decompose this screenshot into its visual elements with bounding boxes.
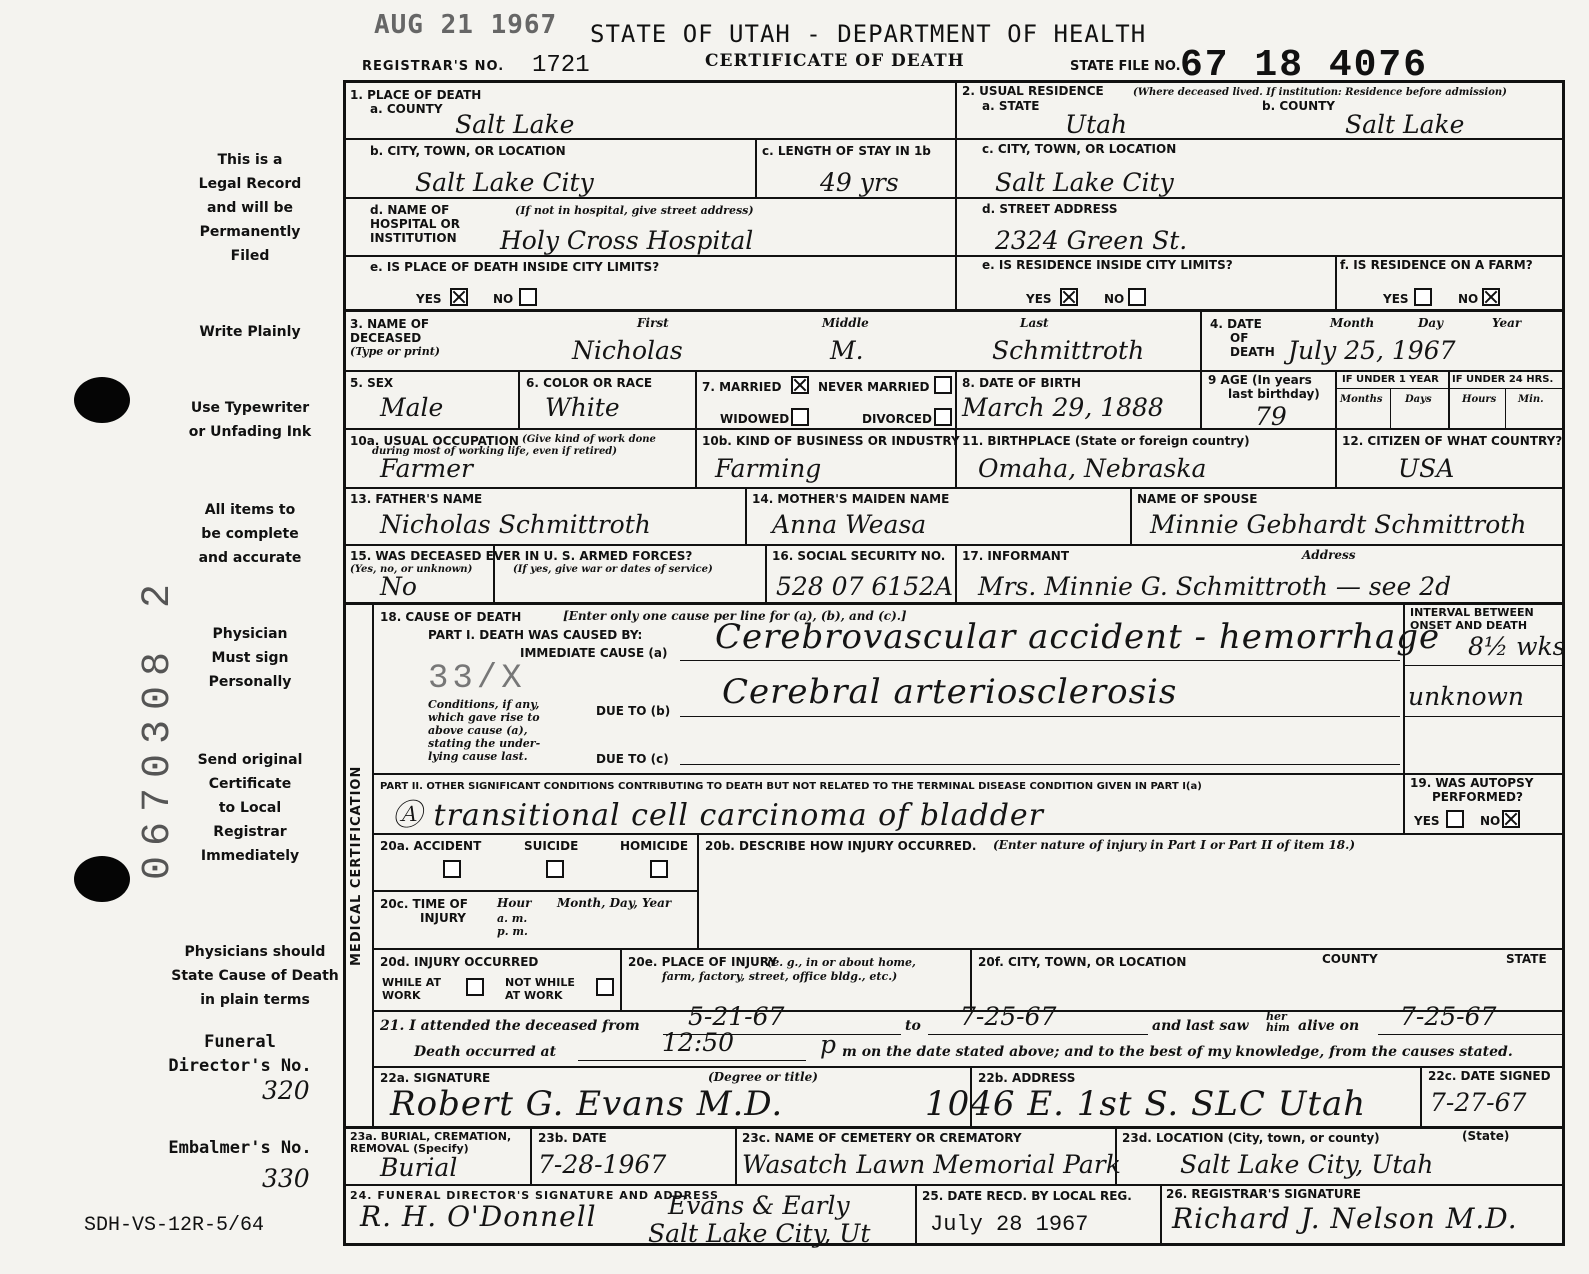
accident-label: 20a. ACCIDENT xyxy=(380,839,482,853)
received-stamp: AUG 21 1967 xyxy=(374,10,558,40)
agency-title: STATE OF UTAH - DEPARTMENT OF HEALTH xyxy=(590,20,1147,48)
place-of-injury-label: 20e. PLACE OF INJURY xyxy=(628,955,778,969)
funeral-home-address: Evans & Early Salt Lake City, Ut xyxy=(648,1191,871,1248)
embalmer-no: 330 xyxy=(262,1164,310,1193)
cause-code-stamp: 33/X xyxy=(428,660,526,698)
informant-address-label: Address xyxy=(1302,548,1356,562)
funeral-director-no: 320 xyxy=(262,1076,310,1105)
all-items-note: All items to be complete and accurate xyxy=(198,502,302,566)
father-label: 13. FATHER'S NAME xyxy=(350,492,483,506)
death-date-value: July 25, 1967 xyxy=(1288,336,1456,365)
middle-name-value: M. xyxy=(830,336,864,365)
due-to-b-value: Cerebral arteriosclerosis xyxy=(722,672,1178,712)
interval-a-value: 8½ wks xyxy=(1468,632,1566,661)
street-label: d. STREET ADDRESS xyxy=(982,202,1118,216)
date-received-label: 25. DATE RECD. BY LOCAL REG. xyxy=(922,1189,1132,1203)
death-occurred-statement: m on the date stated above; and to the best of my knowledge, from the causes stated. xyxy=(842,1044,1513,1060)
date-received-value: July 28 1967 xyxy=(930,1212,1089,1237)
suicide-label: SUICIDE xyxy=(524,839,579,853)
married-label: 7. MARRIED xyxy=(702,380,782,394)
date-signed-value: 7-27-67 xyxy=(1430,1088,1527,1117)
burial-date-value: 7-28-1967 xyxy=(538,1150,667,1179)
hours-label: Hours xyxy=(1462,394,1497,405)
birthplace-label: 11. BIRTHPLACE (State or foreign country) xyxy=(962,434,1250,448)
last-saw-label: and last saw xyxy=(1152,1018,1249,1034)
street-value: 2324 Green St. xyxy=(995,226,1188,255)
residence-state-value: Utah xyxy=(1065,110,1128,139)
part2-label: PART II. OTHER SIGNIFICANT CONDITIONS CONTRIBUTING TO DEATH BUT NOT RELATED TO THE TERMINAL DISEASE CONDITION GIVEN IN PART I(a) xyxy=(380,781,1202,792)
no-label: NO xyxy=(1480,814,1501,828)
immediate-label: IMMEDIATE CAUSE (a) xyxy=(520,646,668,660)
while-at-work-checkbox[interactable] xyxy=(466,978,484,996)
write-plainly-note: Write Plainly xyxy=(199,324,301,340)
under-24-label: IF UNDER 24 HRS. xyxy=(1452,374,1554,385)
cause-note: [Enter only one cause per line for (a), (b), and (c).] xyxy=(563,609,907,623)
due-to-b-label: DUE TO (b) xyxy=(596,704,671,718)
divorced-label: DIVORCED xyxy=(862,412,932,426)
burial-location-value: Salt Lake City, Utah xyxy=(1180,1150,1434,1179)
mother-value: Anna Weasa xyxy=(772,510,927,539)
hour-label: Hour xyxy=(497,896,532,910)
armed-note-2: (If yes, give war or dates of service) xyxy=(513,564,713,575)
sex-value: Male xyxy=(380,393,444,422)
dob-value: March 29, 1888 xyxy=(962,393,1164,422)
burial-method-label: 23a. BURIAL, CREMATION, REMOVAL (Specify) xyxy=(350,1130,512,1155)
first-name-value: Nicholas xyxy=(572,336,683,365)
age-label: 9 AGE (In years last birthday) xyxy=(1208,373,1320,401)
hospital-note: (If not in hospital, give street address) xyxy=(515,204,754,217)
injury-county-label: COUNTY xyxy=(1322,952,1378,966)
date-signed-label: 22c. DATE SIGNED xyxy=(1428,1069,1551,1083)
hospital-label: d. NAME OF HOSPITAL OR INSTITUTION xyxy=(370,203,460,245)
divorced-checkbox[interactable] xyxy=(934,408,952,426)
accident-checkbox[interactable] xyxy=(443,860,461,878)
stay-label: c. LENGTH OF STAY IN 1b xyxy=(762,144,931,158)
occupation-note: (Give kind of work done during most of working life, even if retired) xyxy=(372,434,656,457)
farm-no-checkbox[interactable] xyxy=(1482,288,1500,306)
attended-label: 21. I attended the deceased from xyxy=(380,1018,640,1034)
business-label: 10b. KIND OF BUSINESS OR INDUSTRY xyxy=(702,434,960,448)
typewriter-note: Use Typewriter or Unfading Ink xyxy=(188,400,312,440)
funeral-director-signature: R. H. O'Donnell xyxy=(360,1200,597,1233)
ssn-value: 528 07 6152A xyxy=(776,572,954,601)
first-label: First xyxy=(637,316,669,330)
race-value: White xyxy=(545,393,620,422)
residence-note: (Where deceased lived. If institution: Residence before admission) xyxy=(1133,87,1507,98)
under-1-label: IF UNDER 1 YEAR xyxy=(1342,374,1439,385)
embalmer-label: Embalmer's No. xyxy=(168,1138,312,1158)
physician-address-value: 1046 E. 1st S. SLC Utah xyxy=(925,1084,1367,1124)
res-inside-city-no-checkbox[interactable] xyxy=(1128,288,1146,306)
year-label: Year xyxy=(1492,316,1522,330)
name-label: 3. NAME OF DECEASED (Type or print) xyxy=(350,317,441,358)
burial-location-label: 23d. LOCATION (City, town, or county) xyxy=(1122,1131,1380,1145)
registrar-no-label: REGISTRAR'S NO. xyxy=(362,59,505,74)
state-file-no: 67 18 4076 xyxy=(1180,44,1429,87)
alive-on-label: alive on xyxy=(1298,1018,1360,1034)
armed-forces-value: No xyxy=(380,572,417,601)
physician-address-label: 22b. ADDRESS xyxy=(978,1071,1076,1085)
legal-record-note: This is a Legal Record and will be Permanently Filed xyxy=(198,152,302,264)
due-to-c-label: DUE TO (c) xyxy=(596,752,669,766)
injury-occurred-label: 20d. INJURY OCCURRED xyxy=(380,955,539,969)
place-of-death-label: 1. PLACE OF DEATH xyxy=(350,88,482,102)
conditions-note: Conditions, if any, which gave rise to above cause (a), stating the under- lying cause last. xyxy=(428,698,541,763)
pm-value: p xyxy=(820,1030,837,1059)
day-label: Day xyxy=(1418,316,1444,330)
never-married-checkbox[interactable] xyxy=(934,376,952,394)
stay-value: 49 yrs xyxy=(820,168,899,197)
death-date-label: 4. DATE OF DEATH xyxy=(1210,317,1275,359)
interval-b-value: unknown xyxy=(1408,682,1525,711)
armed-forces-label: 15. WAS DECEASED EVER IN U. S. ARMED FORCES? xyxy=(350,549,693,563)
month-label: Month xyxy=(1330,316,1375,330)
cemetery-label: 23c. NAME OF CEMETERY OR CREMATORY xyxy=(742,1131,1022,1145)
yes-label: YES xyxy=(416,292,442,306)
father-value: Nicholas Schmittroth xyxy=(380,510,651,539)
ssn-label: 16. SOCIAL SECURITY NO. xyxy=(772,549,946,563)
middle-label: Middle xyxy=(822,316,869,330)
no-label: NO xyxy=(1104,292,1125,306)
residence-city-value: Salt Lake City xyxy=(995,168,1174,197)
to-label: to xyxy=(905,1018,921,1034)
autopsy-yes-checkbox[interactable] xyxy=(1446,810,1464,828)
inside-city-no-checkbox[interactable] xyxy=(519,288,537,306)
yes-label: YES xyxy=(1414,814,1440,828)
cause-label: 18. CAUSE OF DEATH xyxy=(380,610,522,624)
ampm-label: a. m. p. m. xyxy=(497,912,528,938)
form-number: SDH-VS-12R-5/64 xyxy=(84,1214,265,1237)
part1-label: PART I. DEATH WAS CAUSED BY: xyxy=(428,628,643,642)
interval-label: INTERVAL BETWEEN ONSET AND DEATH xyxy=(1410,606,1534,632)
farm-label: f. IS RESIDENCE ON A FARM? xyxy=(1340,258,1533,272)
registrar-no: 1721 xyxy=(532,52,590,79)
while-at-work-label: WHILE AT WORK xyxy=(382,976,441,1002)
never-married-label: NEVER MARRIED xyxy=(818,380,930,394)
physician-sign-note: Physician Must sign Personally xyxy=(208,626,292,690)
physician-signature: Robert G. Evans M.D. xyxy=(390,1084,784,1124)
citizen-label: 12. CITIZEN OF WHAT COUNTRY? xyxy=(1342,434,1563,448)
burial-state-label: (State) xyxy=(1462,1129,1510,1143)
inside-city-label: e. IS PLACE OF DEATH INSIDE CITY LIMITS? xyxy=(370,260,660,274)
residence-label: 2. USUAL RESIDENCE xyxy=(962,84,1104,98)
signature-label: 22a. SIGNATURE xyxy=(380,1071,491,1085)
vertical-serial-number: 0670308 2 xyxy=(136,573,181,880)
not-while-at-work-label: NOT WHILE AT WORK xyxy=(505,976,575,1002)
funeral-director-label: Funeral Director's No. xyxy=(168,1032,312,1076)
county-label: a. COUNTY xyxy=(370,102,443,116)
state-label: a. STATE xyxy=(982,99,1040,113)
homicide-label: HOMICIDE xyxy=(620,839,689,853)
hole-punch xyxy=(74,377,130,423)
inside-city-yes-checkbox[interactable] xyxy=(450,288,468,306)
hole-punch xyxy=(74,856,130,902)
death-county-value: Salt Lake xyxy=(455,110,575,139)
attended-to-value: 7-25-67 xyxy=(960,1002,1057,1031)
res-inside-city-yes-checkbox[interactable] xyxy=(1060,288,1078,306)
certificate-title: CERTIFICATE OF DEATH xyxy=(705,51,965,71)
days-label: Days xyxy=(1405,394,1432,405)
business-value: Farming xyxy=(715,454,822,483)
race-label: 6. COLOR OR RACE xyxy=(526,376,653,390)
registrar-signature-label: 26. REGISTRAR'S SIGNATURE xyxy=(1166,1187,1361,1201)
injury-state-label: STATE xyxy=(1506,952,1547,966)
months-label: Months xyxy=(1340,394,1383,405)
homicide-checkbox[interactable] xyxy=(650,860,668,878)
autopsy-no-checkbox[interactable] xyxy=(1502,810,1520,828)
registrar-signature: Richard J. Nelson M.D. xyxy=(1172,1202,1518,1235)
death-occurred-label: Death occurred at xyxy=(414,1044,557,1060)
funeral-director-signature-label: 24. FUNERAL DIRECTOR'S SIGNATURE AND ADDRESS xyxy=(350,1189,719,1202)
death-city-value: Salt Lake City xyxy=(415,168,594,197)
injury-date-label: Month, Day, Year xyxy=(557,896,672,910)
place-of-injury-note: (e. g., in or about home, farm, factory, street, office bldg., etc.) xyxy=(662,956,916,983)
physicians-should-note: Physicians should State Cause of Death in plain terms xyxy=(171,944,339,1008)
state-file-label: STATE FILE NO. xyxy=(1070,59,1181,74)
autopsy-label: 19. WAS AUTOPSY PERFORMED? xyxy=(1410,776,1534,804)
degree-label: (Degree or title) xyxy=(708,1070,818,1084)
mother-label: 14. MOTHER'S MAIDEN NAME xyxy=(752,492,950,506)
sex-label: 5. SEX xyxy=(350,376,394,390)
occupation-label: 10a. USUAL OCCUPATION xyxy=(350,434,519,448)
time-of-injury-label: 20c. TIME OF INJURY xyxy=(380,897,468,925)
age-value: 79 xyxy=(1255,402,1287,431)
last-saw-value: 7-25-67 xyxy=(1400,1002,1497,1031)
injury-how-note: (Enter nature of injury in Part I or Part II of item 18.) xyxy=(993,838,1356,852)
widowed-checkbox[interactable] xyxy=(791,408,809,426)
married-checkbox[interactable] xyxy=(791,376,809,394)
time-of-death-value: 12:50 xyxy=(662,1028,735,1057)
dob-label: 8. DATE OF BIRTH xyxy=(962,376,1082,390)
res-county-label: b. COUNTY xyxy=(1262,99,1335,113)
injury-how-label: 20b. DESCRIBE HOW INJURY OCCURRED. xyxy=(705,839,977,853)
citizen-value: USA xyxy=(1398,454,1455,483)
not-while-at-work-checkbox[interactable] xyxy=(596,978,614,996)
yes-label: YES xyxy=(1026,292,1052,306)
no-label: NO xyxy=(1458,292,1479,306)
immediate-cause-value: Cerebrovascular accident - hemorrhage xyxy=(715,617,1441,657)
part2-value: Ⓐ transitional cell carcinoma of bladder xyxy=(392,798,1045,833)
occupation-value: Farmer xyxy=(380,454,473,483)
widowed-label: WIDOWED xyxy=(720,412,790,426)
min-label: Min. xyxy=(1518,394,1544,405)
send-original-note: Send original Certificate to Local Registrar Immediately xyxy=(197,752,303,864)
burial-date-label: 23b. DATE xyxy=(538,1131,607,1145)
last-name-value: Schmittroth xyxy=(992,336,1145,365)
suicide-checkbox[interactable] xyxy=(546,860,564,878)
no-label: NO xyxy=(493,292,514,306)
informant-label: 17. INFORMANT xyxy=(962,549,1070,563)
yes-label: YES xyxy=(1383,292,1409,306)
last-label: Last xyxy=(1020,316,1049,330)
informant-value: Mrs. Minnie G. Schmittroth — see 2d xyxy=(978,572,1452,601)
residence-county-value: Salt Lake xyxy=(1345,110,1465,139)
cemetery-value: Wasatch Lawn Memorial Park xyxy=(742,1150,1121,1179)
spouse-value: Minnie Gebhardt Schmittroth xyxy=(1150,510,1527,539)
medical-certification-label: MEDICAL CERTIFICATION xyxy=(349,765,364,966)
farm-yes-checkbox[interactable] xyxy=(1414,288,1432,306)
city-label: b. CITY, TOWN, OR LOCATION xyxy=(370,144,566,158)
res-city-label: c. CITY, TOWN, OR LOCATION xyxy=(982,142,1177,156)
injury-city-label: 20f. CITY, TOWN, OR LOCATION xyxy=(978,955,1187,969)
her-him-label: her him xyxy=(1266,1010,1290,1034)
birthplace-value: Omaha, Nebraska xyxy=(978,454,1207,483)
spouse-label: NAME OF SPOUSE xyxy=(1137,492,1258,506)
armed-note-1: (Yes, no, or unknown) xyxy=(350,564,473,575)
hospital-value: Holy Cross Hospital xyxy=(500,226,754,255)
res-inside-city-label: e. IS RESIDENCE INSIDE CITY LIMITS? xyxy=(982,258,1233,272)
attended-from-value: 5-21-67 xyxy=(688,1002,785,1031)
burial-method-value: Burial xyxy=(380,1153,458,1182)
